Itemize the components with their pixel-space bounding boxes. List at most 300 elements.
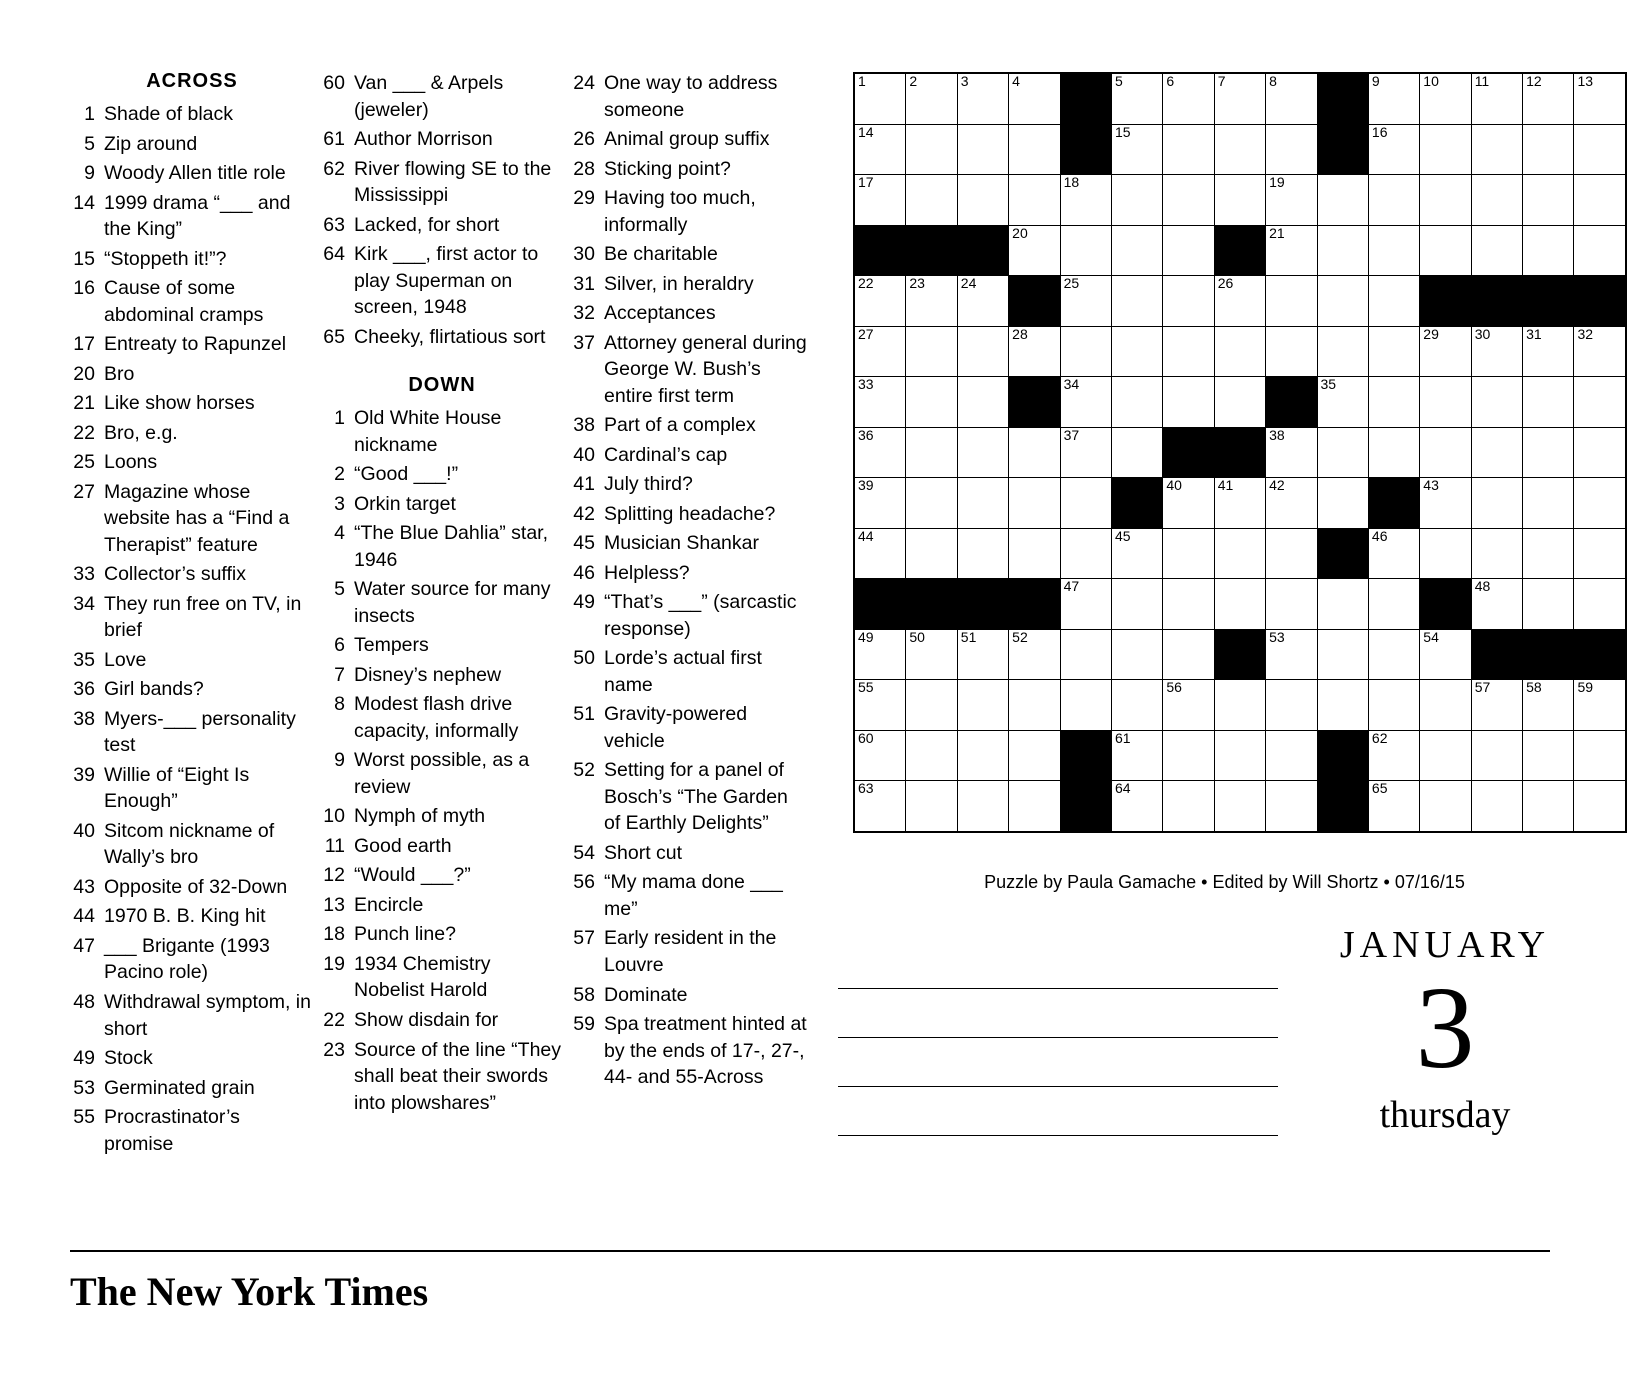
- grid-cell-number: 23: [909, 275, 925, 291]
- grid-cell[interactable]: [1420, 326, 1471, 377]
- clue-text: Encircle: [354, 893, 424, 916]
- clue-item: [70, 1045, 314, 1072]
- clue-item: [70, 1075, 314, 1102]
- note-line[interactable]: [838, 989, 1278, 1038]
- grid-cell-number: 44: [858, 527, 874, 544]
- date-weekday: thursday: [1379, 1093, 1511, 1136]
- grid-row: [854, 276, 1626, 327]
- grid-cell[interactable]: [1060, 629, 1111, 680]
- grid-cell[interactable]: [1060, 528, 1111, 579]
- grid-cell[interactable]: [1317, 276, 1368, 327]
- grid-cell[interactable]: [1266, 781, 1317, 832]
- grid-cell[interactable]: [1214, 326, 1265, 377]
- grid-cell[interactable]: [1574, 225, 1626, 276]
- clue-item: [70, 420, 314, 447]
- grid-cell[interactable]: [1214, 680, 1265, 731]
- grid-cell[interactable]: [1163, 276, 1214, 327]
- grid-cell[interactable]: [957, 377, 1008, 428]
- grid-cell-block: [1163, 427, 1214, 478]
- grid-cell[interactable]: [1214, 377, 1265, 428]
- grid-cell[interactable]: [1111, 427, 1162, 478]
- clue-number: 18: [323, 923, 345, 946]
- clue-number: 49: [573, 591, 595, 614]
- grid-cell[interactable]: [1009, 730, 1060, 781]
- grid-cell[interactable]: [1111, 781, 1162, 832]
- clue-number: 22: [73, 421, 95, 444]
- grid-cell[interactable]: [1214, 579, 1265, 630]
- grid-cell[interactable]: [1266, 478, 1317, 529]
- clue-item: [320, 212, 564, 239]
- grid-cell[interactable]: [1574, 427, 1626, 478]
- grid-cell[interactable]: [854, 276, 906, 327]
- grid-cell-block: [854, 579, 906, 630]
- grid-cell[interactable]: [1471, 781, 1522, 832]
- clue-text: “The Blue Dahlia” star, 1946: [354, 522, 549, 571]
- grid-cell[interactable]: [1111, 124, 1162, 175]
- grid-cell[interactable]: [1471, 680, 1522, 731]
- clue-item: [320, 632, 564, 659]
- clue-number: 47: [73, 934, 95, 957]
- grid-cell[interactable]: [1420, 225, 1471, 276]
- clue-text: Silver, in heraldry: [604, 272, 754, 295]
- grid-cell[interactable]: [957, 680, 1008, 731]
- puzzle-byline: Puzzle by Paula Gamache • Edited by Will Shortz • 07/16/15: [984, 872, 1465, 892]
- grid-row: [854, 629, 1626, 680]
- clue-number: 56: [573, 871, 595, 894]
- grid-cell[interactable]: [1111, 730, 1162, 781]
- grid-cell[interactable]: [1266, 528, 1317, 579]
- grid-cell-number: 36: [858, 426, 874, 443]
- clue-item: [570, 126, 809, 153]
- grid-cell-number: 35: [1320, 376, 1337, 392]
- grid-cell[interactable]: [1317, 377, 1368, 428]
- grid-cell[interactable]: [1266, 579, 1317, 630]
- grid-cell[interactable]: [906, 629, 957, 680]
- grid-cell[interactable]: [1163, 781, 1214, 832]
- clue-item: [70, 676, 314, 703]
- grid-cell[interactable]: [1111, 579, 1162, 630]
- grid-cell[interactable]: [854, 427, 906, 478]
- grid-cell[interactable]: [957, 124, 1008, 175]
- grid-cell[interactable]: [1471, 528, 1522, 579]
- grid-cell[interactable]: [1163, 175, 1214, 226]
- grid-cell-number: 6: [1166, 73, 1175, 89]
- clue-item: [70, 275, 314, 328]
- grid-cell[interactable]: [1471, 175, 1522, 226]
- grid-cell[interactable]: [957, 73, 1008, 124]
- grid-cell[interactable]: [1009, 478, 1060, 529]
- grid-cell[interactable]: [854, 730, 906, 781]
- grid-cell[interactable]: [957, 478, 1008, 529]
- grid-cell[interactable]: [1266, 124, 1317, 175]
- grid-cell[interactable]: [1009, 427, 1060, 478]
- clue-number: 42: [573, 502, 595, 525]
- clue-number: 15: [73, 247, 95, 270]
- grid-cell[interactable]: [906, 730, 957, 781]
- grid-cell[interactable]: [1574, 73, 1626, 124]
- grid-cell[interactable]: [1060, 326, 1111, 377]
- grid-cell[interactable]: [1214, 276, 1265, 327]
- grid-cell[interactable]: [1574, 326, 1626, 377]
- clue-item: [570, 300, 809, 327]
- grid-cell[interactable]: [1163, 680, 1214, 731]
- grid-cell[interactable]: [1214, 73, 1265, 124]
- grid-cell-number: 22: [858, 275, 874, 291]
- grid-cell[interactable]: [957, 781, 1008, 832]
- grid-cell[interactable]: [1523, 427, 1574, 478]
- grid-cell[interactable]: [1214, 730, 1265, 781]
- grid-cell[interactable]: [1368, 579, 1419, 630]
- clue-text: 1970 B. B. King hit: [104, 905, 266, 928]
- grid-cell[interactable]: [1420, 528, 1471, 579]
- clue-item: [320, 803, 564, 830]
- clue-number: 54: [573, 841, 595, 864]
- grid-row: [854, 781, 1626, 832]
- grid-cell[interactable]: [1163, 478, 1214, 529]
- grid-cell[interactable]: [854, 175, 906, 226]
- grid-cell[interactable]: [1317, 175, 1368, 226]
- grid-cell[interactable]: [1060, 175, 1111, 226]
- grid-cell[interactable]: [1523, 326, 1574, 377]
- grid-cell[interactable]: [1111, 528, 1162, 579]
- grid-cell[interactable]: [1368, 326, 1419, 377]
- grid-cell-block: [1420, 579, 1471, 630]
- grid-cell[interactable]: [1420, 124, 1471, 175]
- clue-item: [320, 862, 564, 889]
- grid-cell[interactable]: [1317, 427, 1368, 478]
- note-line[interactable]: [838, 1038, 1278, 1087]
- grid-cell[interactable]: [906, 427, 957, 478]
- grid-cell[interactable]: [1574, 579, 1626, 630]
- grid-cell[interactable]: [1111, 326, 1162, 377]
- grid-cell[interactable]: [1009, 73, 1060, 124]
- grid-cell[interactable]: [1574, 478, 1626, 529]
- clue-number: 57: [573, 927, 595, 950]
- grid-cell-number: 48: [1474, 578, 1491, 594]
- grid-cell[interactable]: [1368, 680, 1419, 731]
- grid-cell[interactable]: [1368, 175, 1419, 226]
- clue-number: 32: [573, 302, 595, 325]
- clue-item: [320, 747, 564, 800]
- grid-cell[interactable]: [1060, 680, 1111, 731]
- note-line[interactable]: [838, 1087, 1278, 1136]
- grid-cell[interactable]: [1523, 124, 1574, 175]
- grid-cell[interactable]: [1266, 629, 1317, 680]
- clue-number: 50: [573, 647, 595, 670]
- grid-cell[interactable]: [1266, 730, 1317, 781]
- grid-cell[interactable]: [1420, 175, 1471, 226]
- grid-cell-number: 61: [1114, 729, 1131, 746]
- grid-cell[interactable]: [1060, 478, 1111, 529]
- clue-item: [320, 461, 564, 488]
- grid-cell[interactable]: [1574, 730, 1626, 781]
- grid-cell-number: 13: [1577, 73, 1594, 89]
- grid-cell[interactable]: [957, 629, 1008, 680]
- grid-cell[interactable]: [1471, 427, 1522, 478]
- grid-cell[interactable]: [1214, 478, 1265, 529]
- clue-text: “My mama done ___ me”: [604, 871, 783, 920]
- clue-column-down-2: [570, 70, 815, 1160]
- note-line[interactable]: [838, 940, 1278, 989]
- grid-cell[interactable]: [854, 680, 906, 731]
- grid-cell[interactable]: [1060, 427, 1111, 478]
- clue-number: 7: [334, 663, 345, 686]
- grid-cell[interactable]: [1214, 781, 1265, 832]
- grid-cell[interactable]: [906, 377, 957, 428]
- clue-number: 16: [73, 277, 95, 300]
- clue-number: 59: [573, 1013, 595, 1036]
- grid-cell[interactable]: [1471, 377, 1522, 428]
- grid-cell[interactable]: [1266, 427, 1317, 478]
- grid-cell[interactable]: [1368, 781, 1419, 832]
- grid-cell[interactable]: [1163, 730, 1214, 781]
- grid-cell[interactable]: [906, 124, 957, 175]
- grid-cell[interactable]: [906, 276, 957, 327]
- grid-cell[interactable]: [1368, 427, 1419, 478]
- grid-cell[interactable]: [1317, 629, 1368, 680]
- grid-cell[interactable]: [1420, 629, 1471, 680]
- clue-number: 27: [73, 480, 95, 503]
- clue-item: [70, 933, 314, 986]
- grid-cell-block: [906, 225, 957, 276]
- grid-cell[interactable]: [854, 629, 906, 680]
- grid-cell[interactable]: [1368, 276, 1419, 327]
- clue-number: 26: [573, 128, 595, 151]
- grid-cell[interactable]: [1163, 326, 1214, 377]
- grid-cell[interactable]: [1163, 579, 1214, 630]
- grid-cell[interactable]: [1574, 680, 1626, 731]
- grid-cell[interactable]: [1111, 377, 1162, 428]
- clue-text: Withdrawal symptom, in short: [104, 990, 311, 1040]
- grid-cell[interactable]: [1368, 730, 1419, 781]
- grid-cell[interactable]: [1266, 73, 1317, 124]
- grid-cell-block: [1317, 730, 1368, 781]
- grid-cell[interactable]: [906, 781, 957, 832]
- grid-cell[interactable]: [1214, 175, 1265, 226]
- crossword-grid[interactable]: [853, 72, 1627, 833]
- grid-cell[interactable]: [906, 175, 957, 226]
- grid-cell[interactable]: [957, 175, 1008, 226]
- grid-cell-block: [1574, 276, 1626, 327]
- grid-cell[interactable]: [1060, 225, 1111, 276]
- grid-cell[interactable]: [1523, 175, 1574, 226]
- grid-cell[interactable]: [906, 528, 957, 579]
- footer-divider: [70, 1250, 1550, 1252]
- grid-cell[interactable]: [957, 326, 1008, 377]
- grid-cell[interactable]: [906, 73, 957, 124]
- clue-text: Stock: [104, 1047, 153, 1070]
- grid-row: [854, 326, 1626, 377]
- grid-cell[interactable]: [854, 124, 906, 175]
- grid-cell[interactable]: [1163, 225, 1214, 276]
- grid-cell-block: [1317, 781, 1368, 832]
- grid-cell-number: 29: [1423, 325, 1439, 342]
- grid-cell[interactable]: [1574, 528, 1626, 579]
- clue-list-down-2: [570, 70, 809, 1091]
- grid-cell[interactable]: [1368, 225, 1419, 276]
- grid-cell[interactable]: [1060, 276, 1111, 327]
- grid-cell[interactable]: [1266, 680, 1317, 731]
- grid-cell[interactable]: [957, 276, 1008, 327]
- grid-cell[interactable]: [1420, 781, 1471, 832]
- clue-text: “That’s ___” (sarcastic response): [604, 591, 797, 640]
- grid-cell[interactable]: [1420, 377, 1471, 428]
- grid-cell[interactable]: [1009, 528, 1060, 579]
- grid-cell[interactable]: [1471, 73, 1522, 124]
- grid-cell[interactable]: [957, 528, 1008, 579]
- clue-item: [320, 520, 564, 573]
- date-day: 3: [1415, 961, 1475, 1093]
- grid-cell[interactable]: [1574, 781, 1626, 832]
- grid-cell[interactable]: [1163, 124, 1214, 175]
- clue-text: Source of the line “They shall beat their swords into plowshares”: [354, 1038, 562, 1114]
- grid-cell[interactable]: [854, 326, 906, 377]
- grid-cell[interactable]: [1471, 730, 1522, 781]
- grid-cell[interactable]: [1111, 629, 1162, 680]
- grid-cell[interactable]: [1266, 175, 1317, 226]
- grid-cell[interactable]: [1163, 73, 1214, 124]
- grid-cell[interactable]: [1214, 124, 1265, 175]
- grid-cell[interactable]: [1523, 377, 1574, 428]
- grid-cell[interactable]: [1523, 579, 1574, 630]
- grid-cell[interactable]: [1317, 579, 1368, 630]
- clue-text: Van ___ & Arpels (jeweler): [354, 72, 504, 121]
- grid-cell[interactable]: [906, 478, 957, 529]
- grid-cell[interactable]: [1214, 528, 1265, 579]
- grid-cell[interactable]: [1266, 225, 1317, 276]
- grid-cell[interactable]: [1368, 73, 1419, 124]
- grid-cell[interactable]: [854, 478, 906, 529]
- grid-cell[interactable]: [1163, 629, 1214, 680]
- clue-list-across-1: [70, 101, 314, 1157]
- grid-cell[interactable]: [1111, 680, 1162, 731]
- grid-cell[interactable]: [1060, 377, 1111, 428]
- grid-cell[interactable]: [854, 73, 906, 124]
- grid-cell[interactable]: [1317, 326, 1368, 377]
- grid-cell[interactable]: [1111, 175, 1162, 226]
- grid-cell[interactable]: [1420, 73, 1471, 124]
- clue-text: Musician Shankar: [604, 532, 759, 555]
- grid-cell[interactable]: [1009, 680, 1060, 731]
- grid-cell[interactable]: [1471, 579, 1522, 630]
- grid-cell-number: 5: [1114, 73, 1123, 89]
- grid-cell[interactable]: [1420, 680, 1471, 731]
- grid-cell[interactable]: [1523, 781, 1574, 832]
- grid-cell[interactable]: [957, 730, 1008, 781]
- grid-cell-block: [1471, 629, 1522, 680]
- clue-columns: [70, 70, 830, 1160]
- grid-cell[interactable]: [1111, 73, 1162, 124]
- grid-cell[interactable]: [854, 781, 906, 832]
- grid-row: [854, 730, 1626, 781]
- grid-cell[interactable]: [1009, 326, 1060, 377]
- grid-cell[interactable]: [1523, 730, 1574, 781]
- grid-cell[interactable]: [1368, 528, 1419, 579]
- grid-cell[interactable]: [1009, 225, 1060, 276]
- clue-item: [320, 1007, 564, 1034]
- grid-cell[interactable]: [1266, 326, 1317, 377]
- grid-cell[interactable]: [1368, 124, 1419, 175]
- grid-cell[interactable]: [1420, 427, 1471, 478]
- grid-cell[interactable]: [1471, 478, 1522, 529]
- grid-cell[interactable]: [1111, 276, 1162, 327]
- grid-cell[interactable]: [1574, 175, 1626, 226]
- clue-item: [70, 246, 314, 273]
- grid-cell[interactable]: [1009, 781, 1060, 832]
- grid-cell[interactable]: [1317, 478, 1368, 529]
- grid-cell[interactable]: [906, 326, 957, 377]
- grid-cell[interactable]: [1163, 528, 1214, 579]
- grid-cell[interactable]: [1009, 629, 1060, 680]
- clue-text: Old White House nickname: [354, 407, 502, 456]
- grid-cell-number: 46: [1371, 527, 1388, 544]
- grid-cell-number: 39: [858, 477, 874, 493]
- grid-cell[interactable]: [1574, 377, 1626, 428]
- grid-cell-block: [1060, 73, 1111, 124]
- grid-cell[interactable]: [957, 427, 1008, 478]
- grid-cell[interactable]: [1009, 124, 1060, 175]
- grid-cell[interactable]: [1368, 629, 1419, 680]
- grid-cell[interactable]: [1523, 225, 1574, 276]
- grid-cell[interactable]: [1471, 225, 1522, 276]
- clue-item: [320, 126, 564, 153]
- grid-cell[interactable]: [1009, 175, 1060, 226]
- clue-text: Animal group suffix: [604, 128, 770, 151]
- clue-number: 8: [334, 693, 345, 716]
- grid-row: [854, 377, 1626, 428]
- clue-number: 35: [73, 648, 95, 671]
- grid-row: [854, 579, 1626, 630]
- grid-cell[interactable]: [1523, 478, 1574, 529]
- grid-cell[interactable]: [1523, 73, 1574, 124]
- grid-cell[interactable]: [1111, 225, 1162, 276]
- grid-cell[interactable]: [854, 528, 906, 579]
- clue-number: 2: [334, 463, 345, 486]
- grid-cell-block: [1523, 276, 1574, 327]
- grid-cell[interactable]: [1523, 680, 1574, 731]
- clue-number: 65: [323, 325, 345, 348]
- grid-cell[interactable]: [1163, 377, 1214, 428]
- grid-cell[interactable]: [906, 680, 957, 731]
- grid-cell-block: [1471, 276, 1522, 327]
- grid-cell[interactable]: [1266, 276, 1317, 327]
- grid-cell[interactable]: [1317, 225, 1368, 276]
- clue-text: Willie of “Eight Is Enough”: [104, 763, 250, 813]
- grid-cell[interactable]: [1471, 124, 1522, 175]
- clue-number: 4: [334, 522, 345, 545]
- clue-number: 41: [573, 473, 595, 496]
- grid-cell[interactable]: [1317, 680, 1368, 731]
- grid-cell-number: 42: [1269, 477, 1285, 493]
- notes-lines[interactable]: [838, 940, 1278, 1136]
- grid-cell[interactable]: [1523, 528, 1574, 579]
- grid-cell[interactable]: [1420, 478, 1471, 529]
- grid-cell[interactable]: [854, 377, 906, 428]
- grid-cell[interactable]: [1060, 579, 1111, 630]
- clue-text: Modest flash drive capacity, informally: [354, 693, 519, 742]
- clue-text: Shade of black: [104, 103, 234, 125]
- grid-cell-block: [1214, 427, 1265, 478]
- grid-cell-number: 38: [1269, 426, 1285, 443]
- clue-number: 11: [324, 834, 345, 857]
- clue-text: Splitting headache?: [604, 502, 776, 525]
- grid-cell[interactable]: [1471, 326, 1522, 377]
- grid-cell[interactable]: [1574, 124, 1626, 175]
- grid-cell[interactable]: [1368, 377, 1419, 428]
- grid-cell[interactable]: [1420, 730, 1471, 781]
- clue-number: 63: [323, 213, 345, 236]
- clue-number: 1: [84, 103, 95, 125]
